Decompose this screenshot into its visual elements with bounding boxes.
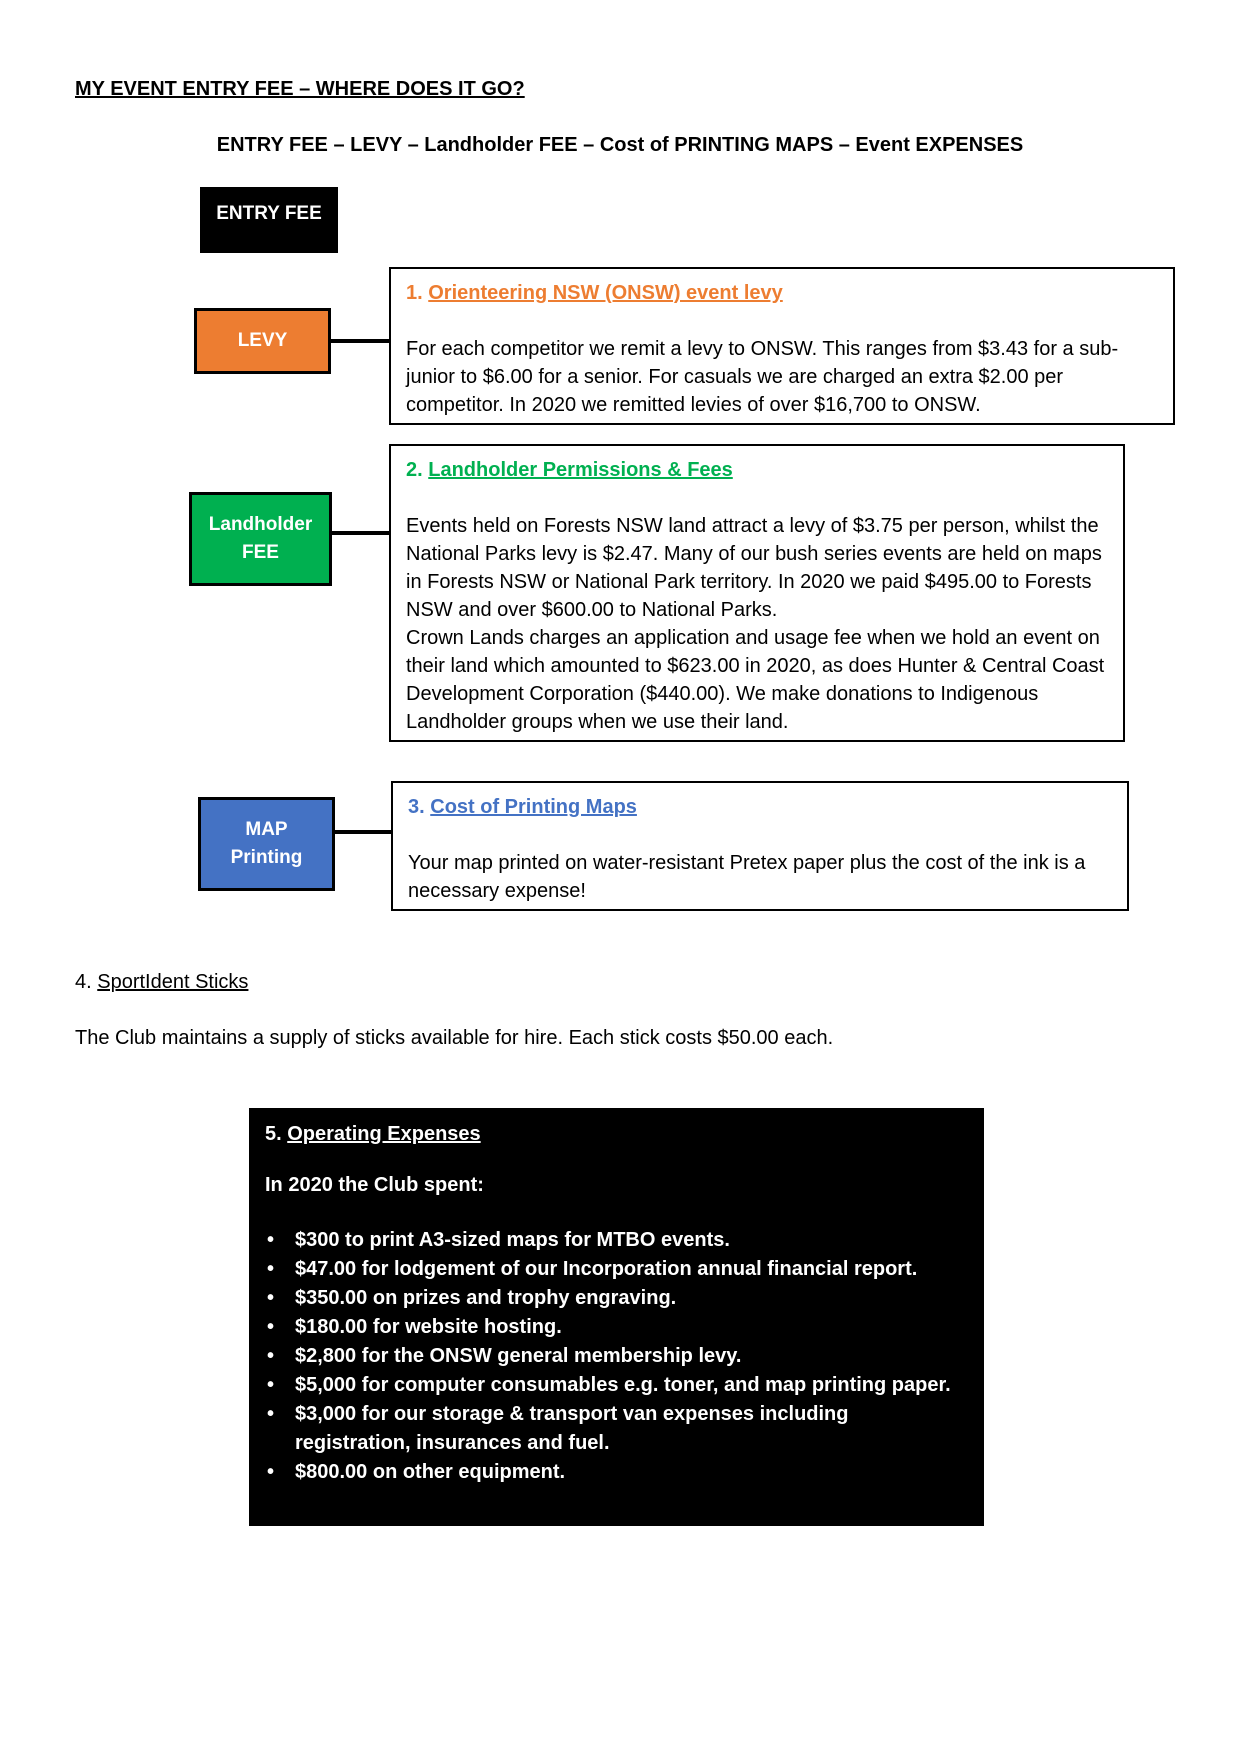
list-item-text: $300 to print A3-sized maps for MTBO events. bbox=[295, 1229, 730, 1251]
levy-section-title bbox=[406, 279, 1158, 307]
map-label-line1: MAP bbox=[245, 818, 288, 840]
landholder-section-body-1: Events held on Forests NSW land attract a levy of $3.75 per person, whilst the National Parks levy is $2.47. Many of our bush series events are held on maps in Forests NSW or National Park territory. In 2020 we paid $495.00 to Forests NSW and over $600.00 to National Parks. bbox=[406, 515, 1102, 621]
maps-section-number: 3. bbox=[408, 796, 431, 818]
landholder-connector bbox=[332, 531, 392, 535]
bullet-icon: • bbox=[267, 1258, 275, 1280]
landholder-label-line1: Landholder bbox=[208, 513, 313, 535]
list-item-text: $3,000 for our storage & transport van expenses including registration, insurances and fuel. bbox=[295, 1403, 849, 1454]
sticks-section-title bbox=[75, 968, 248, 996]
landholder-section-body-2: Crown Lands charges an application and usage fee when we hold an event on their land which amounted to $623.00 in 2020, as does Hunter & Central Coast Development Corporation ($440.00). We make donations to Indigenous Landholder groups when we use their land. bbox=[406, 627, 1105, 733]
levy-tag bbox=[194, 308, 331, 374]
bullet-icon: • bbox=[267, 1403, 275, 1425]
list-item-text: $800.00 on other equipment. bbox=[295, 1461, 566, 1483]
list-item bbox=[265, 1371, 968, 1400]
landholder-section-title bbox=[406, 456, 1108, 484]
landholder-label-line2: FEE bbox=[242, 542, 279, 563]
entry-fee-tag bbox=[200, 187, 338, 253]
entry-fee-label: ENTRY FEE bbox=[216, 203, 322, 224]
list-item bbox=[265, 1458, 968, 1487]
levy-section-body: For each competitor we remit a levy to ONSW. This ranges from $3.43 for a sub-junior to $6.00 for a senior. For casuals we are charged an extra $2.00 per competitor. In 2020 we remitted levies of over $16,700 to ONSW. bbox=[406, 338, 1119, 416]
list-item-text: $180.00 for website hosting. bbox=[295, 1316, 562, 1338]
bullet-icon: • bbox=[267, 1461, 275, 1483]
map-label-line2: Printing bbox=[230, 847, 303, 868]
landholder-section-box bbox=[389, 444, 1125, 742]
operating-expenses-label: Operating Expenses bbox=[287, 1123, 481, 1145]
bullet-icon: • bbox=[267, 1316, 275, 1338]
map-connector bbox=[335, 830, 393, 834]
map-printing-tag bbox=[198, 797, 335, 891]
page-subheading: ENTRY FEE – LEVY – Landholder FEE – Cost of PRINTING MAPS – Event EXPENSES bbox=[216, 134, 1024, 156]
bullet-icon: • bbox=[267, 1287, 275, 1309]
sticks-section-label: SportIdent Sticks bbox=[97, 971, 249, 993]
maps-section-title bbox=[408, 793, 1112, 821]
landholder-section-link[interactable]: Landholder Permissions & Fees bbox=[428, 459, 733, 481]
list-item bbox=[265, 1313, 968, 1342]
list-item-text: $350.00 on prizes and trophy engraving. bbox=[295, 1287, 677, 1309]
sticks-section-body: The Club maintains a supply of sticks available for hire. Each stick costs $50.00 each. bbox=[75, 1027, 834, 1049]
landholder-section-number: 2. bbox=[406, 459, 429, 481]
maps-section-body: Your map printed on water-resistant Pretex paper plus the cost of the ink is a necessary expense! bbox=[408, 852, 1086, 902]
list-item bbox=[265, 1284, 968, 1313]
operating-expenses-list bbox=[265, 1226, 968, 1487]
list-item bbox=[265, 1400, 968, 1458]
operating-expenses-box bbox=[249, 1108, 984, 1526]
bullet-icon: • bbox=[267, 1345, 275, 1367]
maps-section-link[interactable]: Cost of Printing Maps bbox=[430, 796, 637, 818]
landholder-tag bbox=[189, 492, 332, 586]
list-item-text: $2,800 for the ONSW general membership levy. bbox=[295, 1345, 742, 1367]
levy-section-number: 1. bbox=[406, 282, 429, 304]
levy-connector bbox=[331, 339, 391, 343]
list-item-text: $47.00 for lodgement of our Incorporation annual financial report. bbox=[295, 1258, 918, 1280]
sticks-section-number: 4. bbox=[75, 971, 98, 993]
operating-expenses-intro: In 2020 the Club spent: bbox=[265, 1174, 484, 1196]
list-item-text: $5,000 for computer consumables e.g. toner, and map printing paper. bbox=[295, 1374, 951, 1396]
maps-section-box bbox=[391, 781, 1129, 911]
bullet-icon: • bbox=[267, 1374, 275, 1396]
operating-expenses-number: 5. bbox=[265, 1123, 288, 1145]
list-item bbox=[265, 1255, 968, 1284]
levy-section-box bbox=[389, 267, 1175, 425]
bullet-icon: • bbox=[267, 1229, 275, 1251]
list-item bbox=[265, 1226, 968, 1255]
levy-section-link[interactable]: Orienteering NSW (ONSW) event levy bbox=[428, 282, 783, 304]
page-heading: MY EVENT ENTRY FEE – WHERE DOES IT GO? bbox=[75, 78, 525, 100]
levy-label: LEVY bbox=[237, 329, 288, 351]
operating-expenses-title bbox=[265, 1120, 968, 1149]
list-item bbox=[265, 1342, 968, 1371]
